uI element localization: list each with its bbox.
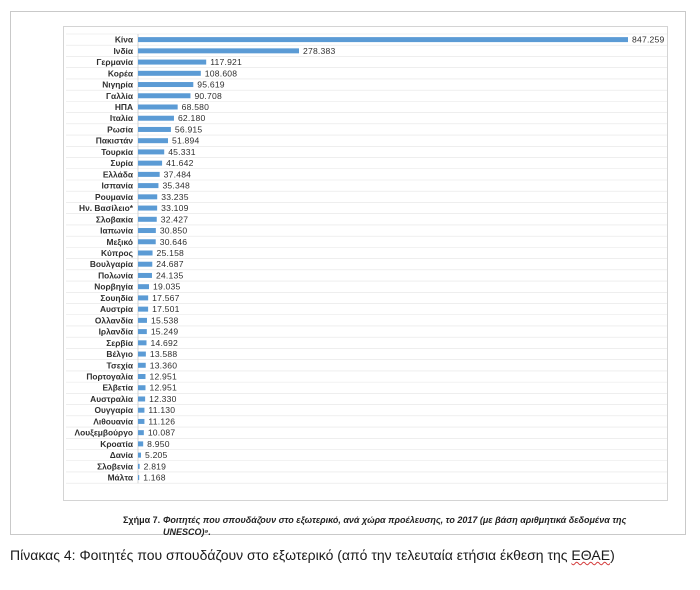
category-label: Λουξεμβούργο [74, 427, 133, 438]
data-label: 35.348 [162, 180, 190, 191]
category-label: Ελβετία [102, 382, 133, 393]
category-label: Ρουμανία [95, 191, 133, 202]
data-label: 17.567 [152, 292, 180, 303]
bar [138, 396, 145, 401]
bar [138, 37, 628, 42]
category-label: Σλοβακία [95, 214, 133, 225]
bar [138, 48, 299, 53]
category-label: Ισπανία [101, 180, 133, 191]
data-label: 17.501 [152, 304, 180, 315]
data-label: 108.608 [204, 68, 238, 79]
data-label: 278.383 [302, 45, 336, 56]
bar [138, 194, 157, 199]
category-label: Βουλγαρία [89, 259, 133, 270]
bar [138, 419, 144, 424]
bar [138, 239, 156, 244]
table-caption-text: Πίνακας 4: Φοιτητές που σπουδάζουν στο εξωτερικό (από την τελευταία ετήσια έκθεση της [10, 547, 572, 563]
bar [138, 441, 143, 446]
bar [138, 273, 152, 278]
bar [138, 374, 145, 379]
bar [138, 71, 201, 76]
bar [138, 363, 146, 368]
bar [138, 93, 190, 98]
data-label: 51.894 [172, 135, 200, 146]
category-label: Κροατία [100, 438, 133, 449]
category-label: Γερμανία [96, 57, 133, 68]
category-label: ΗΠΑ [114, 101, 133, 112]
data-label: 11.130 [148, 405, 176, 416]
data-label: 14.692 [150, 337, 178, 348]
bar [138, 295, 148, 300]
bar [138, 172, 160, 177]
figure-caption-text: Φοιτητές που σπουδάζουν στο εξωτερικό, ανά χώρα προέλευσης, το 2017 (με βάση αριθμητικά δεδομένα της UNESCO)⁹. [163, 515, 627, 537]
table-caption [10, 545, 650, 565]
data-label: 1.168 [143, 472, 166, 483]
data-label: 12.951 [149, 371, 177, 382]
data-label: 41.642 [166, 158, 194, 169]
bar [138, 340, 146, 345]
data-label: 25.158 [156, 247, 185, 258]
data-label: 32.427 [160, 214, 189, 225]
data-label: 5.205 [145, 450, 168, 461]
bar [138, 161, 162, 166]
data-label: 56.915 [174, 124, 203, 135]
category-label: Σερβία [106, 337, 133, 348]
category-label: Ινδία [113, 45, 133, 56]
bar [138, 82, 193, 87]
category-label: Ολλανδία [94, 315, 133, 326]
category-label: Ιαπωνία [100, 225, 133, 236]
data-label: 95.619 [197, 79, 225, 90]
bar [138, 250, 153, 255]
category-label: Λιθουανία [93, 416, 133, 427]
data-label: 33.235 [161, 191, 189, 202]
data-label: 117.921 [210, 57, 243, 68]
bar [138, 453, 141, 458]
figure-caption-label: Σχήμα 7. [123, 515, 161, 525]
bar [138, 385, 145, 390]
category-label: Δανία [109, 450, 133, 461]
data-label: 847.259 [632, 34, 665, 45]
data-label: 15.249 [150, 326, 179, 337]
figure-frame [10, 11, 686, 535]
spellcheck-underlined-word: ΕΘΑΕ [571, 547, 611, 563]
category-label: Μεξικό [106, 236, 133, 247]
bar [138, 104, 178, 109]
data-label: 45.331 [168, 146, 196, 157]
category-label: Συρία [110, 158, 133, 169]
category-label: Νορβηγία [94, 281, 133, 292]
category-label: Ρωσία [107, 124, 133, 135]
bar [138, 329, 147, 334]
category-label: Ιρλανδία [98, 326, 133, 337]
category-label: Γαλλία [106, 90, 133, 101]
data-label: 2.819 [143, 461, 167, 472]
category-label: Αυστραλία [90, 393, 133, 404]
bar [138, 284, 149, 289]
data-label: 62.180 [177, 113, 206, 124]
data-label: 30.850 [159, 225, 188, 236]
data-label: 19.035 [153, 281, 181, 292]
category-label: Σουηδία [100, 292, 133, 303]
category-label: Βέλγιο [106, 349, 133, 360]
data-label: 13.588 [149, 349, 178, 360]
bar [138, 430, 144, 435]
bar [138, 183, 158, 188]
category-label: Ουγγαρία [94, 405, 133, 416]
data-label: 8.950 [147, 438, 170, 449]
bar [138, 464, 140, 469]
category-label: Ιταλία [109, 113, 133, 124]
bar [138, 262, 152, 267]
category-label: Κορέα [107, 68, 133, 79]
category-label: Πολωνία [98, 270, 133, 281]
data-label: 68.580 [181, 101, 210, 112]
category-label: Κύπρος [101, 247, 133, 258]
category-label: Κίνα [114, 34, 133, 45]
data-label: 12.330 [149, 393, 177, 404]
data-label: 11.126 [148, 416, 176, 427]
data-label: 24.135 [155, 270, 184, 281]
figure-caption [123, 514, 683, 538]
bar [138, 475, 139, 480]
bar [138, 149, 164, 154]
bar [138, 228, 156, 233]
data-label: 33.109 [161, 203, 189, 214]
category-label: Αυστρία [99, 304, 133, 315]
bar-chart [64, 27, 669, 502]
bar [138, 60, 206, 65]
category-label: Ελλάδα [102, 169, 133, 180]
category-label: Πακιστάν [95, 135, 133, 146]
category-label: Μάλτα [107, 472, 133, 483]
category-label: Τσεχία [106, 360, 133, 371]
bar [138, 318, 147, 323]
data-label: 15.538 [150, 315, 179, 326]
data-label: 37.484 [163, 169, 192, 180]
data-label: 12.951 [149, 382, 177, 393]
data-label: 13.360 [149, 360, 178, 371]
bar [138, 127, 171, 132]
data-label: 24.687 [156, 259, 184, 270]
category-label: Σλοβενία [97, 461, 133, 472]
data-label: 10.087 [147, 427, 176, 438]
bar [138, 116, 174, 121]
bar [138, 138, 168, 143]
bar [138, 307, 148, 312]
category-label: Πορτογαλία [86, 371, 133, 382]
bar [138, 206, 157, 211]
bar [138, 408, 144, 413]
category-label: Ην. Βασίλειο* [79, 203, 133, 214]
chart-plot-area [63, 26, 668, 501]
data-label: 90.708 [194, 90, 222, 101]
bar [138, 352, 146, 357]
data-label: 30.646 [159, 236, 188, 247]
table-caption-end: ) [610, 547, 615, 563]
category-label: Νιγηρία [102, 79, 133, 90]
category-label: Τουρκία [101, 146, 133, 157]
bar [138, 217, 157, 222]
